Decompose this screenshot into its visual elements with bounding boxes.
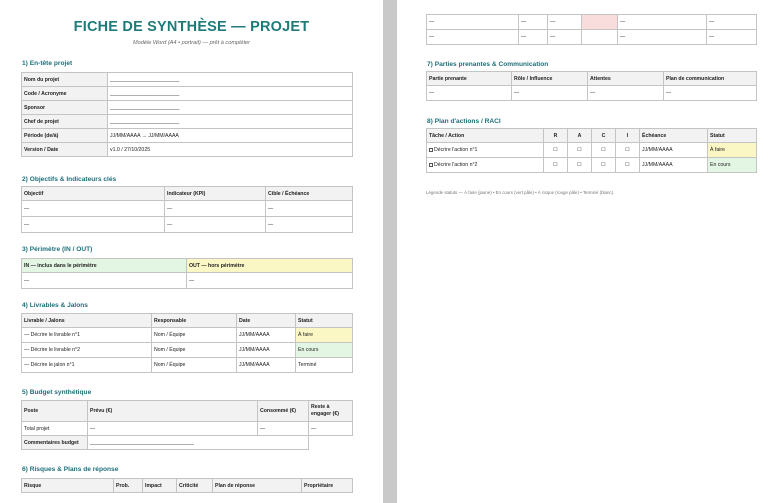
column-header: Statut xyxy=(296,314,353,328)
column-header-i: I xyxy=(616,129,640,143)
table-row xyxy=(22,422,353,436)
scope-in-cell[interactable]: — xyxy=(22,273,187,289)
task-label[interactable]: Décrire l'action n°2 xyxy=(434,162,478,168)
section-heading-action-plan: 8) Plan d'actions / RACI xyxy=(427,118,501,125)
status-cell[interactable]: Terminé xyxy=(296,358,353,373)
task-cell xyxy=(427,143,544,158)
risk-cell[interactable]: — xyxy=(427,15,519,30)
table-cell[interactable]: JJ/MM/AAAA xyxy=(237,328,296,343)
table-cell[interactable]: — Décrire le jalon n°1 xyxy=(22,358,152,373)
table-row xyxy=(22,217,353,233)
budget-comments-value[interactable]: ____________________________________ xyxy=(88,436,309,450)
task-cell xyxy=(427,158,544,173)
column-header-a: A xyxy=(568,129,592,143)
document-title: FICHE DE SYNTHÈSE — PROJET xyxy=(73,19,310,35)
field-value[interactable]: ________________________ xyxy=(108,101,353,115)
field-label: Version / Date xyxy=(22,143,108,157)
column-header: Prob. xyxy=(114,479,143,493)
column-header: Rôle / Influence xyxy=(512,72,588,86)
column-header: Plan de réponse xyxy=(213,479,302,493)
table-cell[interactable]: — xyxy=(588,86,664,101)
probability-cell[interactable]: — xyxy=(519,15,548,30)
table-row xyxy=(427,15,757,30)
status-cell[interactable]: En cours xyxy=(708,158,757,173)
risk-cell[interactable]: — xyxy=(427,30,519,45)
column-header: Propriétaire xyxy=(302,479,353,493)
budget-consumed-value[interactable]: — xyxy=(258,422,309,436)
table-row xyxy=(427,86,757,101)
column-header-c: C xyxy=(592,129,616,143)
table-cell[interactable]: — xyxy=(165,217,266,233)
field-label: Période (de/à) xyxy=(22,129,108,143)
table-row xyxy=(22,436,353,450)
section-heading-budget: 5) Budget synthétique xyxy=(22,389,92,396)
table-header-row xyxy=(22,401,353,422)
impact-cell[interactable]: — xyxy=(548,30,582,45)
field-label: Chef de projet xyxy=(22,115,108,129)
column-header-r: R xyxy=(544,129,568,143)
table-header-row xyxy=(427,129,757,143)
table-cell[interactable]: — Décrire le livrable n°1 xyxy=(22,328,152,343)
table-header-row xyxy=(22,259,353,273)
table-row xyxy=(22,115,353,129)
field-value[interactable]: ________________________ xyxy=(108,73,353,87)
table-cell[interactable]: Nom / Équipe xyxy=(152,328,237,343)
table-cell[interactable]: — xyxy=(664,86,757,101)
table-header-row xyxy=(427,72,757,86)
section-heading-header: 1) En-tête projet xyxy=(22,60,73,67)
table-cell[interactable]: — xyxy=(427,86,512,101)
column-header: Objectif xyxy=(22,187,165,201)
owner-cell[interactable]: — xyxy=(707,15,757,30)
status-legend: Légende statuts — À faire (jaune) • En cours (vert pâle) • À risque (rouge pâle) • Terminé (blanc). xyxy=(426,190,615,195)
table-cell[interactable]: — xyxy=(266,201,353,217)
risks-table xyxy=(21,478,353,493)
raci-a-checkbox[interactable]: ☐ xyxy=(568,143,592,158)
table-cell[interactable]: — xyxy=(22,201,165,217)
status-cell[interactable]: À faire xyxy=(296,328,353,343)
table-cell[interactable]: JJ/MM/AAAA xyxy=(237,358,296,373)
raci-i-checkbox[interactable]: ☐ xyxy=(616,158,640,173)
table-row xyxy=(22,101,353,115)
table-row xyxy=(22,87,353,101)
table-cell[interactable]: — xyxy=(165,201,266,217)
budget-planned-value[interactable]: — xyxy=(88,422,258,436)
budget-total-label: Total projet xyxy=(22,422,88,436)
column-header: Plan de communication xyxy=(664,72,757,86)
table-row xyxy=(22,343,353,358)
column-header: Date xyxy=(237,314,296,328)
stakeholders-table xyxy=(426,71,757,101)
table-cell[interactable]: — Décrire le livrable n°2 xyxy=(22,343,152,358)
status-cell[interactable]: À faire xyxy=(708,143,757,158)
table-row xyxy=(22,328,353,343)
column-header: Attentes xyxy=(588,72,664,86)
due-date-cell[interactable]: JJ/MM/AAAA xyxy=(640,158,708,173)
raci-c-checkbox[interactable]: ☐ xyxy=(592,158,616,173)
criticity-cell[interactable] xyxy=(582,15,618,30)
table-row xyxy=(427,143,757,158)
table-row xyxy=(22,201,353,217)
budget-table xyxy=(21,400,353,450)
column-header: Responsable xyxy=(152,314,237,328)
column-header: Poste xyxy=(22,401,88,422)
raci-table xyxy=(426,128,757,173)
deliverables-table xyxy=(21,313,353,373)
impact-cell[interactable]: — xyxy=(548,15,582,30)
scope-in-header: IN — inclus dans le périmètre xyxy=(22,259,187,273)
field-value[interactable]: JJ/MM/AAAA → JJ/MM/AAAA xyxy=(108,129,353,143)
document-subtitle: Modèle Word (A4 • portrait) — prêt à compléter xyxy=(133,40,250,46)
table-row xyxy=(22,358,353,373)
section-heading-stakeholders: 7) Parties prenantes & Communication xyxy=(427,61,549,68)
table-row xyxy=(22,273,353,289)
field-value[interactable]: ________________________ xyxy=(108,87,353,101)
field-value[interactable]: ________________________ xyxy=(108,115,353,129)
section-heading-objectives: 2) Objectifs & Indicateurs clés xyxy=(22,176,117,183)
budget-comments-label: Commentaires budget xyxy=(22,436,88,450)
column-header: Partie prenante xyxy=(427,72,512,86)
raci-i-checkbox[interactable]: ☐ xyxy=(616,143,640,158)
table-cell[interactable]: — xyxy=(512,86,588,101)
table-cell[interactable]: JJ/MM/AAAA xyxy=(237,343,296,358)
table-header-row xyxy=(22,314,353,328)
raci-a-checkbox[interactable]: ☐ xyxy=(568,158,592,173)
field-label: Code / Acronyme xyxy=(22,87,108,101)
response-plan-cell[interactable]: — xyxy=(618,30,707,45)
column-header: Tâche / Action xyxy=(427,129,544,143)
table-row xyxy=(22,73,353,87)
raci-r-checkbox[interactable]: ☐ xyxy=(544,158,568,173)
section-heading-risks: 6) Risques & Plans de réponse xyxy=(22,466,119,473)
objectives-table xyxy=(21,186,353,233)
column-header: Impact xyxy=(143,479,177,493)
column-header: Consommé (€) xyxy=(258,401,309,422)
table-cell[interactable]: — xyxy=(22,217,165,233)
document-page-1 xyxy=(0,0,383,503)
table-row xyxy=(22,143,353,157)
table-cell[interactable]: — xyxy=(266,217,353,233)
table-row xyxy=(427,158,757,173)
task-label[interactable]: Décrire l'action n°1 xyxy=(434,147,478,153)
raci-r-checkbox[interactable]: ☐ xyxy=(544,143,568,158)
budget-remaining-value[interactable]: — xyxy=(309,422,353,436)
table-header-row xyxy=(22,479,353,493)
column-header: Criticité xyxy=(177,479,213,493)
empty-cell xyxy=(309,436,353,450)
column-header: Reste à engager (€) xyxy=(309,401,353,422)
table-row xyxy=(22,129,353,143)
column-header: Statut xyxy=(708,129,757,143)
scope-out-cell[interactable]: — xyxy=(187,273,353,289)
raci-c-checkbox[interactable]: ☐ xyxy=(592,143,616,158)
project-header-table xyxy=(21,72,353,157)
column-header: Prévu (€) xyxy=(88,401,258,422)
criticity-cell[interactable] xyxy=(582,30,618,45)
scope-table xyxy=(21,258,353,289)
table-header-row xyxy=(22,187,353,201)
table-row xyxy=(427,30,757,45)
table-cell[interactable]: Nom / Équipe xyxy=(152,343,237,358)
table-cell[interactable]: Nom / Équipe xyxy=(152,358,237,373)
section-heading-scope: 3) Périmètre (IN / OUT) xyxy=(22,246,93,253)
field-label: Sponsor xyxy=(22,101,108,115)
section-heading-deliverables: 4) Livrables & Jalons xyxy=(22,302,88,309)
scope-out-header: OUT — hors périmètre xyxy=(187,259,353,273)
column-header: Indicateur (KPI) xyxy=(165,187,266,201)
column-header: Livrable / Jalons xyxy=(22,314,152,328)
document-page-2 xyxy=(397,0,778,503)
column-header: Risque xyxy=(22,479,114,493)
field-value[interactable]: v1.0 / 27/10/2025 xyxy=(108,143,353,157)
checkbox-icon[interactable] xyxy=(429,163,433,167)
due-date-cell[interactable]: JJ/MM/AAAA xyxy=(640,143,708,158)
status-cell[interactable]: En cours xyxy=(296,343,353,358)
owner-cell[interactable]: — xyxy=(707,30,757,45)
checkbox-icon[interactable] xyxy=(429,148,433,152)
column-header: Cible / Échéance xyxy=(266,187,353,201)
field-label: Nom du projet xyxy=(22,73,108,87)
response-plan-cell[interactable]: — xyxy=(618,15,707,30)
column-header: Échéance xyxy=(640,129,708,143)
risks-table-continued xyxy=(426,14,757,45)
probability-cell[interactable]: — xyxy=(519,30,548,45)
